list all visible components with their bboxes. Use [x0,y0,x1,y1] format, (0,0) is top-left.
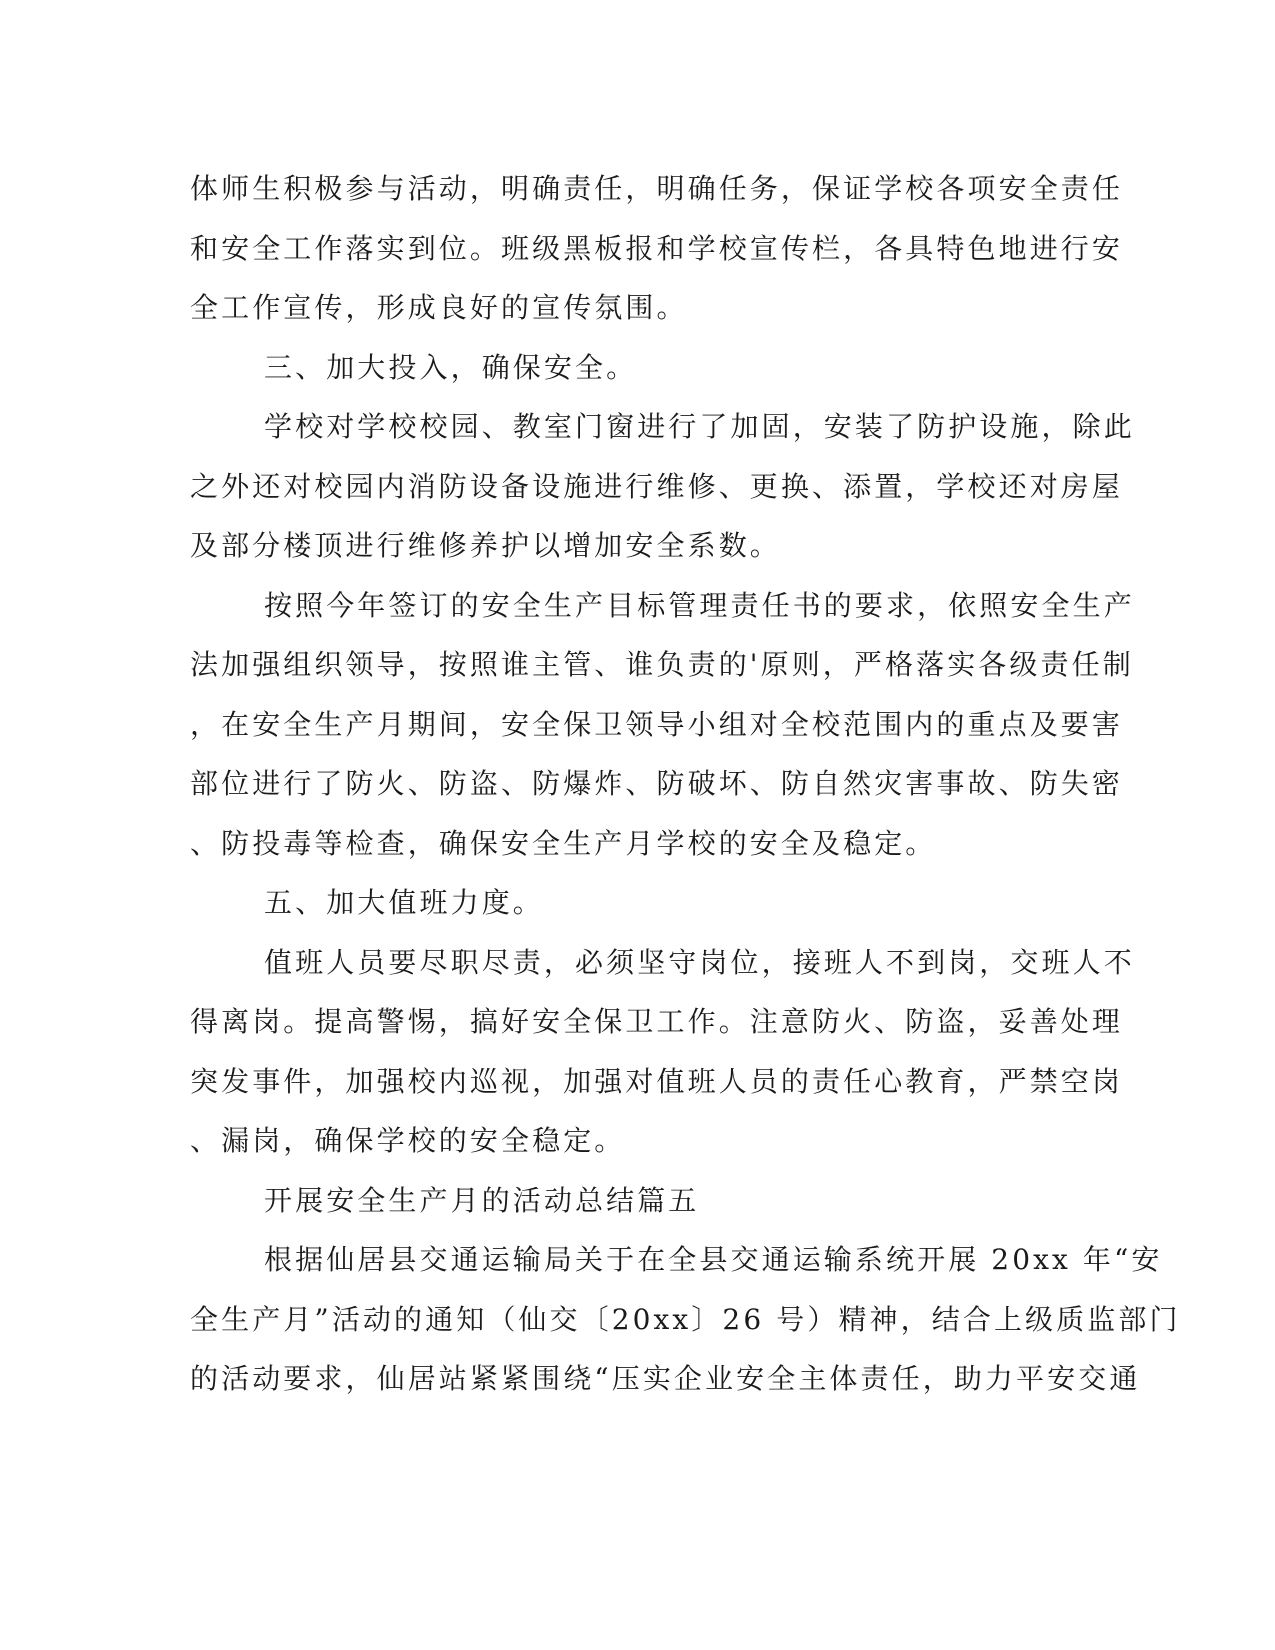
text-line: 和安全工作落实到位。班级黑板报和学校宣传栏，各具特色地进行安 [190,231,1124,265]
text-line: 值班人员要尽职尽责，必须坚守岗位，接班人不到岗，交班人不 [264,945,1135,979]
text-line: 突发事件，加强校内巡视，加强对值班人员的责任心教育，严禁空岗 [190,1064,1124,1098]
text-line: 、防投毒等检查，确保安全生产月学校的安全及稳定。 [190,826,937,860]
text-line: 学校对学校校园、教室门窗进行了加固，安装了防护设施，除此 [264,410,1135,443]
text-line: 全生产月”活动的通知（仙交〔20xx〕26 号）精神，结合上级质监部门 [190,1302,1181,1336]
text-line: 按照今年签订的安全生产目标管理责任书的要求，依照安全生产 [264,588,1135,622]
text-line: 体师生积极参与活动，明确责任，明确任务，保证学校各项安全责任 [190,172,1124,205]
text-line: 根据仙居县交通运输局关于在全县交通运输系统开展 20xx 年“安 [264,1243,1163,1276]
text-line: 法加强组织领导，按照谁主管、谁负责的'原则，严格落实各级责任制 [190,648,1134,681]
text-line: 得离岗。提高警惕，搞好安全保卫工作。注意防火、防盗，妥善处理 [190,1005,1124,1038]
text-line: 、漏岗，确保学校的安全稳定。 [190,1124,626,1157]
text-line: 之外还对校园内消防设备设施进行维修、更换、添置，学校还对房屋 [190,469,1124,503]
text-line: 及部分楼顶进行维修养护以增加安全系数。 [190,529,781,562]
text-line: ，在安全生产月期间，安全保卫领导小组对全校范围内的重点及要害 [190,707,1124,741]
section-heading: 五、加大值班力度。 [264,886,544,919]
article-title: 开展安全生产月的活动总结篇五 [264,1183,700,1217]
text-line: 的活动要求，仙居站紧紧围绕“压实企业安全主体责任，助力平安交通 [190,1362,1141,1395]
text-line: 部位进行了防火、防盗、防爆炸、防破坏、防自然灾害事故、防失密 [190,767,1124,800]
document-body [190,159,1181,1409]
section-heading: 三、加大投入，确保安全。 [264,350,638,384]
text-line: 全工作宣传，形成良好的宣传氛围。 [190,291,688,324]
